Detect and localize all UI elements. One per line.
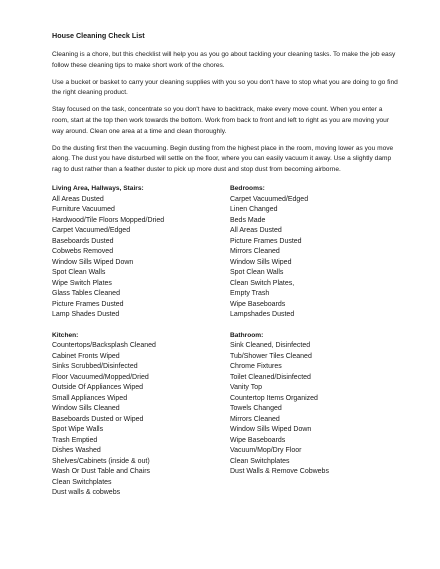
section-heading: Bedrooms: <box>230 185 265 193</box>
checklist-item: Spot Clean Walls <box>52 269 106 277</box>
checklist-items <box>230 195 400 321</box>
checklist-item: Trash Emptied <box>52 436 98 444</box>
section-heading: Living Area, Hallways, Stairs: <box>52 185 144 193</box>
checklist-item: Wipe Baseboards <box>230 300 286 308</box>
checklist-item: Baseboards Dusted <box>52 237 114 245</box>
checklist-item: Window Sills Cleaned <box>52 405 120 413</box>
checklist-item: Vanity Top <box>230 384 263 392</box>
checklist-item: Cobwebs Removed <box>52 248 114 256</box>
focus-paragraph: Stay focused on the task, concentrate so you don't have to backtrack, make every move count. When you enter a room, start at the top then work towards the bottom. Work from back to front and left to right as you are moving your way around. Clean one area at a time and clean thoroughly. <box>52 106 390 135</box>
checklist-item: Beds Made <box>230 216 266 224</box>
checklist-item: Lamp Shades Dusted <box>52 311 120 319</box>
section-kitchen <box>52 331 230 499</box>
checklist-item: Dishes Washed <box>52 447 101 455</box>
checklist-item: Shelves/Cabinets (inside & out) <box>52 457 150 465</box>
checklist-item: Dust walls & cobwebs <box>52 489 121 497</box>
checklist-item: Dust Walls & Remove Cobwebs <box>230 468 329 476</box>
checklist-item: Furniture Vacuumed <box>52 206 115 214</box>
checklist-item: Clean Switch Plates, <box>230 279 295 287</box>
checklist-item: Countertops/Backsplash Cleaned <box>52 342 156 350</box>
section-heading: Kitchen: <box>52 331 79 339</box>
checklist-items <box>52 195 230 321</box>
checklist-item: Baseboards Dusted or Wiped <box>52 415 144 423</box>
checklist-item: Spot Clean Walls <box>230 269 284 277</box>
checklist-item: Countertop Items Organized <box>230 394 318 402</box>
page-title: House Cleaning Check List <box>52 31 145 40</box>
checklist-item: Wash Or Dust Table and Chairs <box>52 468 151 476</box>
checklist-item: Wipe Baseboards <box>230 436 286 444</box>
checklist-item: Mirrors Cleaned <box>230 415 280 423</box>
dusting-paragraph: Do the dusting first then the vacuuming. Begin dusting from the highest place in the room, moving lower as you move along. The dust you have disturbed will settle on the floor, where you can easily vacuum it away. Use a slightly damp rag to dust rather than a feather duster to pick up more dust and stop dust from becoming airborne. <box>52 144 394 173</box>
checklist-item: Spot Wipe Walls <box>52 426 104 434</box>
checklist-item: All Areas Dusted <box>230 227 282 235</box>
checklist-item: Clean Switchplates <box>230 457 290 465</box>
checklist-item: Window Sills Wiped Down <box>52 258 134 266</box>
checklist-item: Empty Trash <box>230 290 270 298</box>
checklist-item: Hardwood/Tile Floors Mopped/Dried <box>52 216 165 224</box>
supplies-paragraph: Use a bucket or basket to carry your cleaning supplies with you so you don't have to stop what you are doing to go find the right cleaning product. <box>52 78 398 97</box>
right-column <box>230 184 400 509</box>
checklist-item: Toilet Cleaned/Disinfected <box>230 373 311 381</box>
section-bedrooms <box>230 184 400 321</box>
checklist-item: Window Sills Wiped <box>230 258 292 266</box>
checklist-item: Picture Frames Dusted <box>52 300 124 308</box>
checklist-item: Carpet Vacuumed/Edged <box>230 195 309 203</box>
intro-paragraph: Cleaning is a chore, but this checklist will help you as you go about tackling your cleaning tasks. To make the job easy follow these cleaning tips to make short work of the chores. <box>52 51 396 69</box>
checklist-item: Clean Switchplates <box>52 478 112 486</box>
section-bathroom <box>230 331 400 478</box>
checklist-item: Glass Tables Cleaned <box>52 290 120 298</box>
checklist-item: Linen Changed <box>230 206 278 214</box>
checklist-item: Towels Changed <box>230 405 282 413</box>
checklist-items <box>230 341 400 478</box>
checklist-item: Wipe Switch Plates <box>52 279 112 287</box>
checklist-item: Floor Vacuumed/Mopped/Dried <box>52 373 149 381</box>
checklist-item: Lampshades Dusted <box>230 311 295 319</box>
checklist-item: Picture Frames Dusted <box>230 237 302 245</box>
checklist-item: Window Sills Wiped Down <box>230 426 312 434</box>
checklist-item: Carpet Vacuumed/Edged <box>52 227 131 235</box>
checklist-item: Small Appliances Wiped <box>52 394 128 402</box>
checklist-item: Vacuum/Mop/Dry Floor <box>230 447 302 455</box>
checklist-items <box>52 341 230 499</box>
section-living <box>52 184 230 321</box>
section-heading: Bathroom: <box>230 331 264 339</box>
checklist-item: Sink Cleaned, Disinfected <box>230 342 311 350</box>
checklist-item: Cabinet Fronts Wiped <box>52 352 120 360</box>
checklist-item: All Areas Dusted <box>52 195 104 203</box>
checklist-item: Tub/Shower Tiles Cleaned <box>230 352 312 360</box>
checklist-columns <box>52 184 400 509</box>
left-column <box>52 184 230 509</box>
checklist-item: Mirrors Cleaned <box>230 248 280 256</box>
checklist-item: Outside Of Appliances Wiped <box>52 384 144 392</box>
checklist-item: Chrome Fixtures <box>230 363 282 371</box>
checklist-item: Sinks Scrubbed/Disinfected <box>52 363 138 371</box>
